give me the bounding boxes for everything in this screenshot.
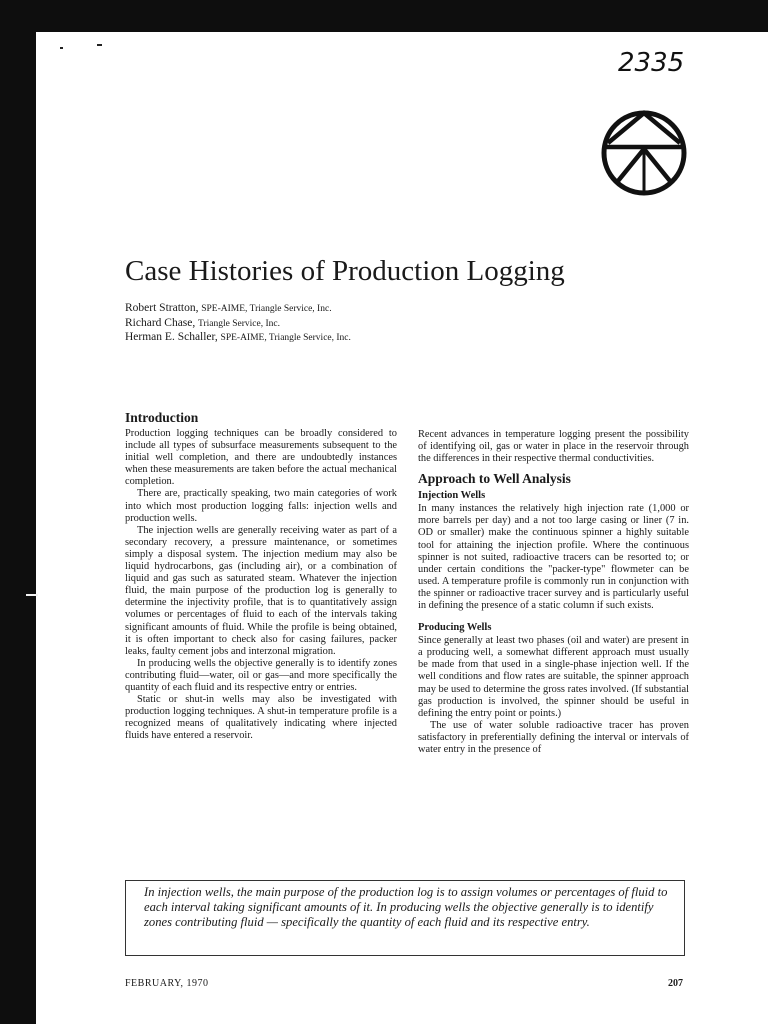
paragraph: In producing wells the objective generally is to identify zones contributing fluid—water, oil or gas—and more specifically the quantity of each fluid and its respective entry or entries.	[125, 657, 397, 693]
author-line: Robert Stratton, SPE-AIME, Triangle Service, Inc.	[125, 302, 332, 314]
footer-page-number: 207	[668, 978, 683, 989]
author-line: Herman E. Schaller, SPE-AIME, Triangle Service, Inc.	[125, 331, 351, 343]
scan-speck	[97, 44, 102, 46]
scan-speck	[60, 47, 63, 49]
scan-border-left	[0, 0, 36, 1024]
scan-border-top	[0, 0, 768, 32]
paragraph: The injection wells are generally receiving water as part of a secondary recovery, a pressure maintenance, or sometimes simply a disposal system. The injection medium may also be liquid hydrocarbons, gas (including air), or a combination of liquid and gas such as saturated steam. Whatever the injection fluid, the main purpose of the production log is generally to determine the injectivity profile, that is to quantitatively assign volumes or percentages of fluid to each of the intervals taking significant amounts of fluid. While the profile is being obtained, it is often important to check also for casing failures, packer leaks, faulty cement jobs and interzonal migration.	[125, 524, 397, 657]
subheading-producing-wells: Producing Wells	[418, 622, 492, 634]
section-heading-approach: Approach to Well Analysis	[418, 471, 571, 487]
author-line: Richard Chase, Triangle Service, Inc.	[125, 316, 280, 329]
section-heading-introduction: Introduction	[125, 410, 199, 425]
author-list	[125, 302, 351, 346]
paper-title: Case Histories of Production Logging	[125, 255, 565, 287]
left-column	[125, 410, 397, 742]
footer-date: FEBRUARY, 1970	[125, 978, 209, 989]
triangle-service-logo-icon	[600, 107, 688, 199]
scan-mark	[26, 594, 38, 596]
subheading-injection-wells: Injection Wells	[418, 490, 486, 502]
right-column	[418, 429, 689, 756]
pull-quote-text: In injection wells, the main purpose of the production log is to assign volumes or percentages of fluid to each interval taking significant amounts of it. In producing wells the objective generally is to identify zones contributing fluid — specifically the quantity of each fluid and its respective entry.	[144, 885, 668, 929]
handwritten-page-number: 2335	[618, 48, 685, 78]
pull-quote-box	[125, 880, 685, 956]
paragraph: Since generally at least two phases (oil and water) are present in a producing well, a somewhat different approach must usually be made from that used in a single-phase injection well. If the well conditions and flow rates are suitable, the spinner approach may be used to determine the gross rates involved. (If substantial gas production is involved, the spinner should be useful in defining the entry point or points.)	[418, 635, 689, 719]
paragraph: In many instances the relatively high injection rate (1,000 or more barrels per day) and a not too large casing or liner (7 in. OD or smaller) make the continuous spinner a highly suitable tool for attaining the injection profile. Where the continuous spinner is not suited, radioactive tracers can be resorted to; or under certain conditions the "packer-type" flowmeter can be used. A temperature profile is commonly run in conjunction with the spinner or radioactive tracer survey and is particularly useful in defining the presence of a static column if such exists.	[418, 503, 689, 612]
paragraph: Production logging techniques can be broadly considered to include all types of subsurface measurements subsequent to the initial well completion, and there are undoubtedly instances when these measurements are taken before the actual mechanical completion.	[125, 428, 397, 488]
paragraph: Recent advances in temperature logging present the possibility of identifying oil, gas or water in place in the reservoir through the differences in their respective thermal conductivities.	[418, 429, 689, 465]
paragraph: Static or shut-in wells may also be investigated with production logging techniques. A shut-in temperature profile is a recognized means of qualitatively indicating where injected fluids have entered a reservoir.	[125, 694, 397, 742]
paragraph: The use of water soluble radioactive tracer has proven satisfactory in preferentially defining the interval or intervals of water entry in the presence of	[418, 719, 689, 755]
paragraph: There are, practically speaking, two main categories of work into which most production logging falls: injection wells and production wells.	[125, 488, 397, 524]
